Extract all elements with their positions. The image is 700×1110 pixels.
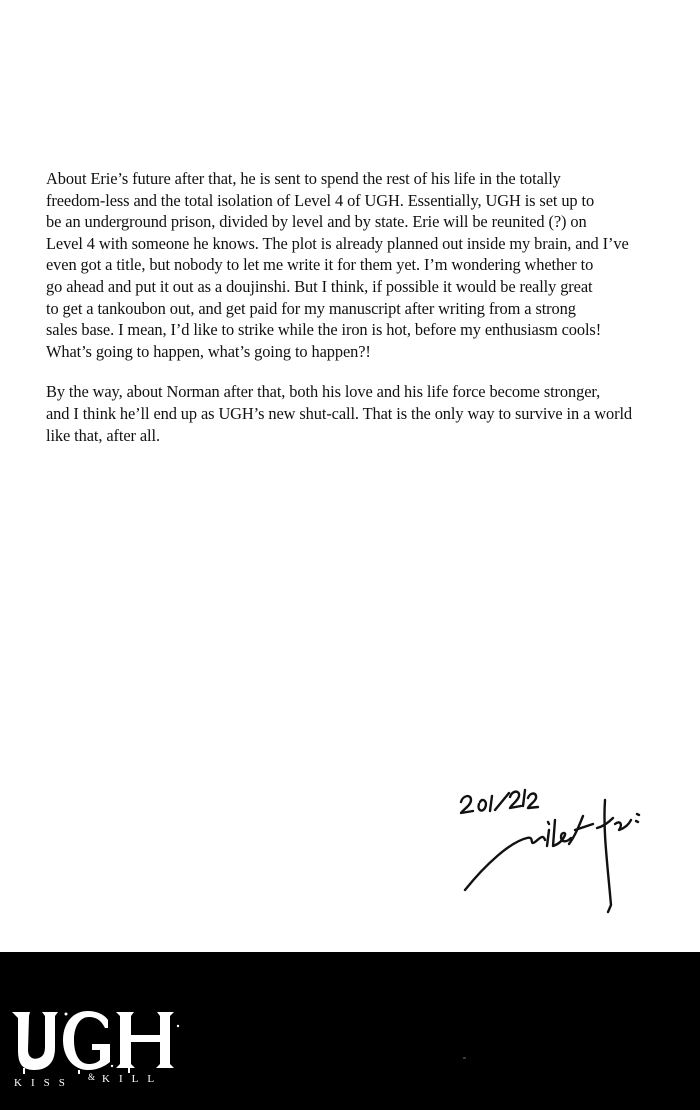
afterword-text (46, 168, 686, 465)
text-line: About Erie’s future after that, he is sent to spend the rest of his life in the totally (46, 169, 561, 188)
text-line: freedom-less and the total isolation of Level 4 of UGH. Essentially, UGH is set up to (46, 190, 595, 210)
text-line: Level 4 with someone he knows. The plot is already planned out inside my brain, and I’ve (46, 233, 629, 253)
text-line: like that, after all. (46, 425, 160, 445)
afterword-paragraph-2 (46, 381, 686, 446)
signature-date (461, 790, 538, 813)
signature-name (465, 800, 639, 912)
svg-text:KISS: KISS (14, 1077, 74, 1088)
afterword-paragraph-1 (46, 168, 686, 362)
svg-text:KILL: KILL (102, 1073, 164, 1085)
text-line: By the way, about Norman after that, both his love and his life force become stronger, (46, 382, 601, 402)
text-line: be an underground prison, divided by level and by state. Erie will be reunited (?) on (46, 212, 587, 232)
text-line: go ahead and put it out as a doujinshi. But I think, if possible it would be really great (46, 276, 593, 296)
text-line: What’s going to happen, what’s going to happen?! (46, 341, 371, 361)
svg-text:&: & (88, 1072, 96, 1082)
text-line: even got a title, but nobody to let me write it for them yet. I’m wondering whether to (46, 255, 594, 275)
ugh-logo (8, 1006, 188, 1088)
text-line: to get a tankoubon out, and get paid for my manuscript after writing from a strong (46, 298, 576, 318)
author-signature (455, 780, 655, 930)
print-speck (463, 1057, 466, 1059)
text-line: sales base. I mean, I’d like to strike while the iron is hot, before my enthusiasm cools! (46, 320, 602, 340)
text-line: and I think he’ll end up as UGH’s new shut-call. That is the only way to survive in a world (46, 403, 633, 423)
